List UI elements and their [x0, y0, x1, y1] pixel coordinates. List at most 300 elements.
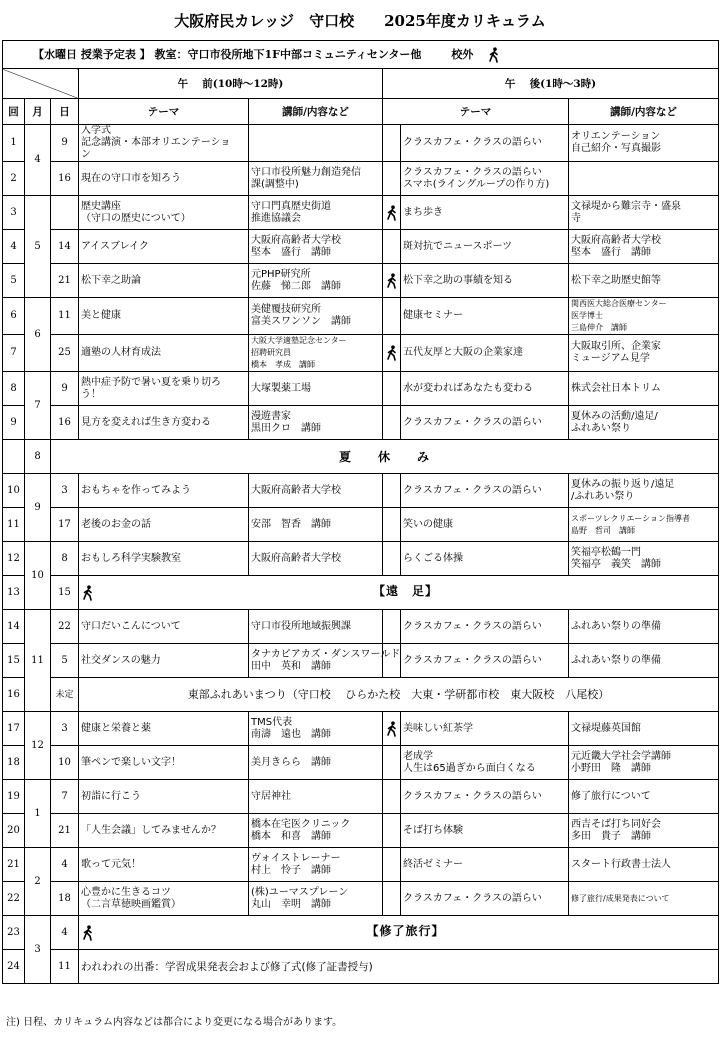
cell-line: 安部 智香 講師: [251, 518, 331, 530]
cell-line: 文禄堤から難宗寺・盛泉: [571, 200, 681, 212]
am-theme-cell: [79, 474, 249, 508]
cell-line: 堅本 盛行 講師: [571, 246, 651, 258]
cell-line: 大阪府高齢者大学校: [571, 234, 661, 246]
kai-cell: 2: [3, 162, 25, 196]
am-lecturer-cell: [249, 882, 383, 916]
kai-cell: 11: [3, 508, 25, 542]
am-lecturer-cell: [249, 746, 383, 780]
month-cell: 4: [25, 125, 51, 196]
day-cell: 18: [51, 882, 79, 916]
cell-line: ミュージアム見学: [571, 353, 650, 364]
cell-line: 美味しい紅茶学: [403, 722, 473, 734]
am-theme-cell: [79, 406, 249, 440]
walk-cell: [383, 264, 401, 298]
day-cell: 9: [51, 372, 79, 406]
summer-row: [3, 440, 719, 474]
day-cell: 22: [51, 610, 79, 644]
cell-line: （二言草徳映画鑑賞）: [81, 898, 181, 910]
walk-cell: [383, 542, 401, 576]
col-month: 月: [25, 99, 51, 125]
month-cell: 7: [25, 372, 51, 440]
cell-line: 村上 怜子 講師: [251, 864, 331, 876]
cell-line: 笑いの健康: [403, 518, 453, 530]
walking-person-icon: [385, 205, 399, 221]
month-cell: 6: [25, 298, 51, 372]
cell-line: 橋本 和喜 講師: [251, 830, 331, 842]
am-lecturer-cell: [249, 644, 401, 678]
walk-cell: [383, 372, 401, 406]
kai-cell: 4: [3, 230, 25, 264]
am-theme-cell: [79, 542, 249, 576]
pm-theme-cell: [401, 474, 569, 508]
cell-line: 守口だいこんについて: [81, 620, 181, 632]
pm-theme-cell: [401, 264, 569, 298]
cell-line: 松下幸之助論: [81, 274, 141, 286]
cell-line: 心豊かに生きるコツ: [81, 886, 171, 898]
col-lecturer-pm: 講師/内容など: [569, 99, 719, 125]
cell-line: スポーツレクリエーション指導者: [571, 513, 691, 523]
am-lecturer-cell: [249, 848, 383, 882]
cell-line: 夏休みの活動/遠足/: [571, 410, 658, 422]
pm-theme-cell: [401, 814, 569, 848]
am-theme-cell: [79, 335, 249, 372]
pm-theme-cell: [401, 848, 569, 882]
cell-line: 守口市役所魅力創造発信: [251, 166, 361, 178]
shuryo-row: [3, 916, 719, 950]
walk-cell: [383, 335, 401, 372]
pm-theme-cell: [401, 508, 569, 542]
fureai-row: [3, 678, 719, 712]
walk-cell: [383, 882, 401, 916]
walking-person-icon: [81, 925, 95, 941]
am-lecturer-cell: [249, 264, 383, 298]
am-lecturer-cell: [249, 372, 383, 406]
am-theme-cell: [79, 644, 249, 678]
cell-line: アイスブレイク: [81, 240, 149, 252]
table-row: [3, 406, 719, 440]
cell-line: 元近畿大学社会学講師: [571, 750, 671, 762]
page-title: 大阪府民カレッジ 守口校 2025年度カリキュラム: [174, 12, 546, 30]
cell-line: 自己紹介・写真撮影: [571, 143, 661, 154]
pm-lecturer-cell: [569, 264, 719, 298]
am-theme-cell: [79, 162, 249, 196]
cell-line: ン: [81, 149, 91, 160]
am-lecturer-cell: [249, 610, 383, 644]
am-lecturer-cell: [249, 125, 383, 162]
cell-line: 大阪府高齢者大学校: [251, 484, 341, 496]
cell-line: ふれあい祭りの準備: [571, 654, 661, 666]
cell-line: 丸山 幸明 講師: [251, 898, 331, 910]
cell-line: 「人生会議」してみませんか？: [81, 824, 221, 836]
am-theme-cell: [79, 508, 249, 542]
month-cell: 1: [25, 780, 51, 848]
cell-line: クラスカフェ・クラスの語らい: [403, 416, 542, 428]
cell-line: (株)ユーマスプレーン: [251, 886, 349, 898]
month-cell: 3: [25, 916, 51, 984]
kai-cell: 5: [3, 264, 25, 298]
am-theme-cell: [79, 712, 249, 746]
pm-lecturer-cell: [569, 848, 719, 882]
table-row: [3, 780, 719, 814]
pm-lecturer-cell: [569, 335, 719, 372]
diagonal-corner: [3, 69, 79, 99]
cell-line: 記念講演・本部オリエンテーショ: [81, 137, 231, 148]
pm-lecturer-cell: [569, 372, 719, 406]
am-theme-cell: [79, 848, 249, 882]
am-lecturer-cell: [249, 406, 383, 440]
info-label: 【水曜日 授業予定表 】 教室：守口市役所地下1F中部コミュニティセンター他: [33, 47, 422, 61]
pm-theme-cell: [401, 644, 569, 678]
cell-line: 医学博士: [571, 311, 603, 320]
cell-line: 文禄堤藤英国館: [571, 722, 641, 734]
pm-theme-cell: [401, 372, 569, 406]
summer-break: 夏 休 み: [51, 440, 719, 474]
walk-cell: [383, 508, 401, 542]
walk-cell: [383, 474, 401, 508]
cell-line: 株式会社日本トリム: [571, 382, 661, 394]
cell-line: 大阪府高齢者大学校: [251, 552, 341, 564]
cell-line: 笑福亭 義笑 講師: [571, 558, 661, 570]
pm-theme-cell: [401, 162, 569, 196]
cell-line: まち歩き: [403, 206, 443, 218]
cell-line: 佐藤 悌二郎 講師: [251, 280, 341, 292]
day-cell: 11: [51, 950, 79, 984]
walking-person-icon: [385, 345, 399, 361]
day-cell: 11: [51, 298, 79, 335]
cell-line: 小野田 隆 講師: [571, 762, 651, 774]
cell-line: 夏休みの振り返り/遠足: [571, 478, 675, 490]
cell-line: /ふれあい祭り: [571, 490, 635, 502]
pm-lecturer-cell: [569, 125, 719, 162]
cell-line: 修了旅行/成果発表について: [571, 893, 670, 903]
cell-line: 見方を変えれば生き方変わる: [81, 416, 211, 428]
day-cell: 3: [51, 474, 79, 508]
cell-line: 人生は65過ぎから面白くなる: [403, 762, 536, 774]
cell-line: クラスカフェ・クラスの語らい: [403, 892, 542, 904]
cell-line: ふれあい祭りの準備: [571, 620, 661, 632]
shuryo-label: [79, 916, 719, 950]
cell-line: 老後のお金の話: [81, 518, 151, 530]
table-row: [3, 264, 719, 298]
kai-cell: 13: [3, 576, 25, 610]
pm-lecturer-cell: [569, 814, 719, 848]
am-theme-cell: [79, 264, 249, 298]
table-row: [3, 508, 719, 542]
curriculum-table: [2, 40, 719, 984]
pm-theme-cell: [401, 125, 569, 162]
cell-line: おもしろ科学実験教室: [81, 552, 181, 564]
day-cell: 16: [51, 162, 79, 196]
am-header: 午 前(10時～12時): [79, 69, 383, 99]
month-cell: 5: [25, 196, 51, 298]
cell-line: クラスカフェ・クラスの語らい: [403, 484, 542, 496]
pm-theme-cell: [401, 610, 569, 644]
cell-line: クラスカフェ・クラスの語らい: [403, 654, 542, 666]
ensoku-label: [79, 576, 719, 610]
cell-line: 西吉そば打ち同好会: [571, 818, 661, 830]
cell-line: 歌って元気！: [81, 858, 141, 870]
pm-lecturer-cell: [569, 196, 719, 230]
cell-line: 現在の守口市を知ろう: [81, 172, 181, 184]
day-cell: 15: [51, 576, 79, 610]
cell-line: 田中 英和 講師: [251, 660, 331, 672]
cell-line: クラスカフェ・クラスの語らい: [403, 620, 542, 632]
col-kai: 回: [3, 99, 25, 125]
cell-line: 筆ペンで楽しい文字！: [81, 756, 181, 768]
kai-cell: 14: [3, 610, 25, 644]
cell-line: 入学式: [81, 125, 111, 136]
walk-cell: [383, 406, 401, 440]
day-cell: 10: [51, 746, 79, 780]
pm-theme-cell: [401, 746, 569, 780]
month-cell: 9: [25, 474, 51, 542]
cell-line: 三島伸介 講師: [571, 323, 627, 332]
day-cell: 7: [51, 780, 79, 814]
day-cell: 21: [51, 264, 79, 298]
table-row: [3, 372, 719, 406]
month-cell: 8: [25, 440, 51, 474]
am-theme-cell: [79, 196, 249, 230]
cell-line: クラスカフェ・クラスの語らい: [403, 166, 542, 178]
cell-line: そば打ち体験: [403, 824, 463, 836]
pm-lecturer-cell: [569, 162, 719, 196]
cell-line: 松下幸之助の事績を知る: [403, 274, 513, 286]
walk-cell: [383, 162, 401, 196]
ensoku-text: 【遠 足】: [373, 583, 439, 598]
cell-line: おもちゃを作ってみよう: [81, 484, 191, 496]
kai-cell: 12: [3, 542, 25, 576]
cell-line: 守口市役所地域振興課: [251, 620, 351, 632]
kai-cell: 16: [3, 678, 25, 712]
walk-cell: [383, 298, 401, 335]
am-lecturer-cell: [249, 712, 383, 746]
cell-line: 大塚製薬工場: [251, 382, 311, 394]
footnote: 注) 日程、カリキュラム内容などは都合により変更になる場合があります。: [6, 1017, 343, 1028]
am-theme-cell: [79, 125, 249, 162]
walk-cell: [383, 610, 401, 644]
shuryo-text: 【修了旅行】: [366, 923, 445, 938]
pm-lecturer-cell: [569, 882, 719, 916]
day-cell: 17: [51, 508, 79, 542]
walk-cell: [383, 125, 401, 162]
pm-lecturer-cell: [569, 406, 719, 440]
kai-cell: 17: [3, 712, 25, 746]
walking-person-icon: [385, 273, 399, 289]
pm-theme-cell: [401, 406, 569, 440]
cell-line: 社交ダンスの魅力: [81, 654, 161, 666]
cell-line: 元PHP研究所: [251, 268, 311, 280]
walking-person-icon: [385, 721, 399, 737]
walk-cell: [383, 848, 401, 882]
cell-line: 大阪大学適塾記念センター: [251, 336, 347, 345]
cell-line: 寺: [571, 212, 581, 224]
fureai-festival: 東部ふれあいまつり（守口校 ひらかた校 大東・学研都市校 東大阪校 八尾校）: [79, 678, 719, 712]
pm-theme-cell: [401, 542, 569, 576]
cell-line: ふれあい祭り: [571, 422, 631, 434]
table-row: [3, 746, 719, 780]
info-row: [3, 41, 719, 69]
kai-cell: 18: [3, 746, 25, 780]
walk-cell: [383, 814, 401, 848]
cell-line: 南濤 遠也 講師: [251, 728, 331, 740]
cell-line: 橋本在宅医クリニック: [251, 818, 351, 830]
col-day: 日: [51, 99, 79, 125]
pm-theme-cell: [401, 298, 569, 335]
cell-line: 島野 哲司 講師: [571, 525, 635, 535]
cell-line: 課(調整中): [251, 178, 299, 190]
walk-cell: [383, 746, 401, 780]
kai-cell: 20: [3, 814, 25, 848]
kai-cell: 7: [3, 335, 25, 372]
kai-cell: 1: [3, 125, 25, 162]
day-cell: 25: [51, 335, 79, 372]
pm-lecturer-cell: [569, 746, 719, 780]
day-cell: 4: [51, 848, 79, 882]
cell-line: 守居神社: [251, 790, 291, 802]
day-cell: 9: [51, 125, 79, 162]
table-row: [3, 474, 719, 508]
cell-line: う！: [81, 388, 101, 400]
am-lecturer-cell: [249, 780, 383, 814]
final-row: [3, 950, 719, 984]
cell-line: タナカピアカズ・ダンスワールド: [251, 648, 401, 660]
am-theme-cell: [79, 746, 249, 780]
table-row: [3, 712, 719, 746]
table-row: [3, 882, 719, 916]
am-lecturer-cell: [249, 474, 383, 508]
cell-line: 堅本 盛行 講師: [251, 246, 331, 258]
pm-lecturer-cell: [569, 474, 719, 508]
cell-line: 大阪取引所、企業家: [571, 341, 661, 352]
pm-lecturer-cell: [569, 298, 719, 335]
day-cell: 3: [51, 712, 79, 746]
month-cell: 12: [25, 712, 51, 780]
day-cell: 14: [51, 230, 79, 264]
pm-theme-cell: [401, 335, 569, 372]
cell-line: 黒田クロ 講師: [251, 422, 321, 434]
cell-line: 斑対抗でニュースポーツ: [403, 240, 513, 252]
cell-line: ヴォイストレーナー: [251, 852, 341, 864]
pm-theme-cell: [401, 712, 569, 746]
pm-lecturer-cell: [569, 712, 719, 746]
cell-line: 初詣に行こう: [81, 790, 141, 802]
kai-cell: 21: [3, 848, 25, 882]
cell-line: 美健覆技研究所: [251, 304, 321, 315]
cell-line: クラスカフェ・クラスの語らい: [403, 137, 542, 148]
pm-lecturer-cell: [569, 542, 719, 576]
am-theme-cell: [79, 610, 249, 644]
table-row: [3, 298, 719, 335]
walk-cell: [383, 230, 401, 264]
cell-line: 富美スワンソン 講師: [251, 316, 351, 327]
cell-line: 大阪府高齢者大学校: [251, 234, 341, 246]
cell-line: 健康と栄養と薬: [81, 722, 151, 734]
cell-line: 笑福亭松鶴一門: [571, 546, 641, 558]
am-theme-cell: [79, 230, 249, 264]
pm-header: 午 後(1時～3時): [383, 69, 719, 99]
day-cell: 4: [51, 916, 79, 950]
table-row: [3, 610, 719, 644]
month-cell: 11: [25, 610, 51, 712]
cell-line: 守口門真歴史街道: [251, 200, 331, 212]
day-cell: 5: [51, 644, 79, 678]
am-theme-cell: [79, 882, 249, 916]
table-row: [3, 542, 719, 576]
pm-theme-cell: [401, 230, 569, 264]
kai-cell: 15: [3, 644, 25, 678]
day-cell: 8: [51, 542, 79, 576]
pm-theme-cell: [401, 882, 569, 916]
cell-line: 水が変わればあなたも変わる: [403, 382, 533, 394]
cell-line: クラスカフェ・クラスの語らい: [403, 790, 542, 802]
am-lecturer-cell: [249, 335, 383, 372]
walking-person-icon: [487, 47, 501, 63]
table-row: [3, 230, 719, 264]
cell-line: 歴史講座: [81, 200, 121, 212]
table-row: [3, 848, 719, 882]
walk-cell: [383, 196, 401, 230]
final-event: われわれの出番：学習成果発表会および修了式(修了証書授与): [79, 950, 719, 984]
col-theme-pm: テーマ: [383, 99, 569, 125]
am-lecturer-cell: [249, 298, 383, 335]
cell-line: TMS代表: [251, 716, 293, 728]
ensoku-row: [3, 576, 719, 610]
cell-line: 橋本 孝成 講師: [251, 360, 315, 369]
cell-line: 美月きらら 講師: [251, 756, 331, 768]
walk-cell: [383, 712, 401, 746]
month-cell: 2: [25, 848, 51, 916]
pm-lecturer-cell: [569, 644, 719, 678]
kai-cell: 3: [3, 196, 25, 230]
pm-theme-cell: [401, 196, 569, 230]
cell-line: らくごる体操: [403, 552, 463, 564]
cell-line: （守口の歴史について）: [81, 212, 191, 224]
kai-cell: 9: [3, 406, 25, 440]
cell-line: スマホ(ライングループの作り方): [403, 178, 550, 190]
col-lecturer-am: 講師/内容など: [249, 99, 383, 125]
col-theme-am: テーマ: [79, 99, 249, 125]
cell-line: 漫遊書家: [251, 410, 291, 422]
am-theme-cell: [79, 372, 249, 406]
kai-cell: 8: [3, 372, 25, 406]
kai-cell: 6: [3, 298, 25, 335]
cell-line: 推進協議会: [251, 212, 301, 224]
pm-lecturer-cell: [569, 230, 719, 264]
am-lecturer-cell: [249, 162, 383, 196]
cell-line: オリエンテーション: [571, 131, 661, 142]
table-row: [3, 644, 719, 678]
cell-line: スタート行政書士法人: [571, 858, 671, 870]
cell-line: 多田 貴子 講師: [571, 830, 651, 842]
table-row: [3, 814, 719, 848]
cell-line: 美と健康: [81, 310, 121, 321]
cell-line: 健康セミナー: [403, 310, 463, 321]
table-row: [3, 125, 719, 162]
pm-lecturer-cell: [569, 610, 719, 644]
day-cell: [51, 196, 79, 230]
pm-theme-cell: [401, 780, 569, 814]
am-lecturer-cell: [249, 508, 383, 542]
kai-cell: 19: [3, 780, 25, 814]
walking-person-icon: [81, 585, 95, 601]
am-theme-cell: [79, 780, 249, 814]
table-row: [3, 335, 719, 372]
cell-line: 関西医大総合医療センター: [571, 299, 667, 308]
day-cell: 21: [51, 814, 79, 848]
am-lecturer-cell: [249, 196, 383, 230]
cell-line: 熱中症予防で暑い夏を乗り切ろ: [81, 376, 221, 388]
am-theme-cell: [79, 298, 249, 335]
